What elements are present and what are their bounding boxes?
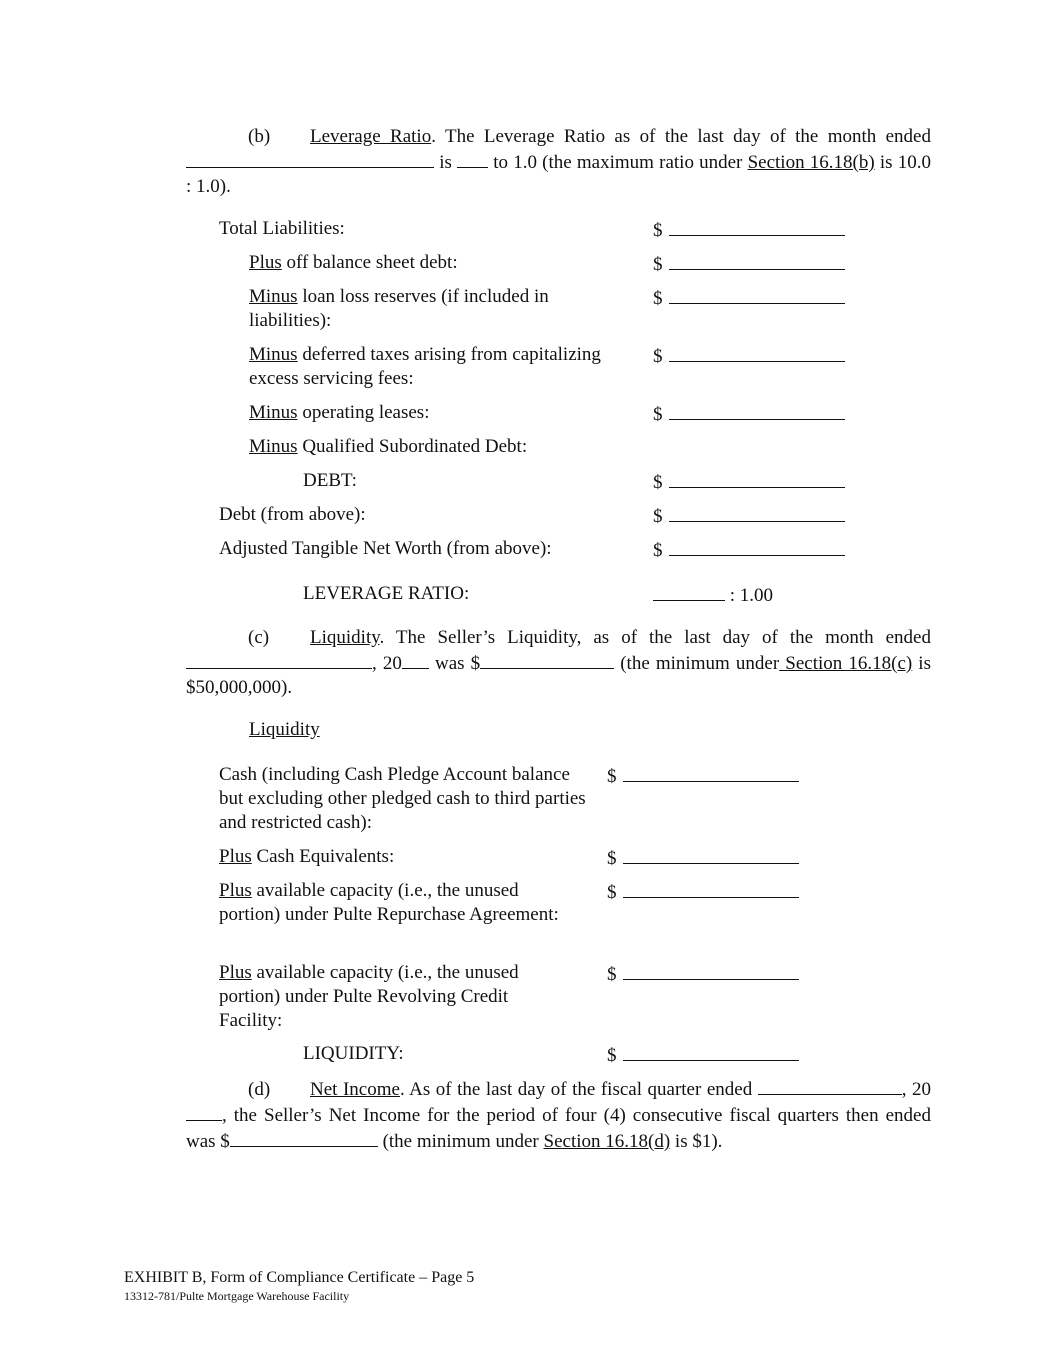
quarter-ended-blank[interactable] — [758, 1076, 902, 1095]
row-leverage-ratio: LEVERAGE RATIO: : 1.00 — [303, 583, 774, 606]
row-liquidity-total: LIQUIDITY: $ — [303, 1042, 404, 1066]
amount-blank[interactable] — [623, 845, 799, 864]
row-adjusted-tnw: Adjusted Tangible Net Worth (from above): $ — [219, 537, 552, 561]
amount-blank[interactable] — [669, 537, 845, 556]
section-reference: Section 16.18(d) — [543, 1131, 671, 1152]
liquidity-subheading: Liquidity — [249, 719, 320, 740]
row-cash: Cash (including Cash Pledge Account balance but excluding other pledged cash to third parties and restricted cash): $ — [219, 763, 591, 835]
amount-blank[interactable] — [669, 343, 845, 362]
amount-blank[interactable] — [669, 251, 845, 270]
row-minus-loan-loss: Minus loan loss reserves (if included in liabilities): $ — [249, 285, 609, 333]
section-label: (b) — [248, 126, 271, 147]
row-debt: DEBT: $ — [303, 469, 357, 493]
liquidity-paragraph: (c) Liquidity. The Seller’s Liquidity, as of the last day of the month ended , 20 was $ (the minimum under Section 16.18(c) is $50,000,000). — [186, 627, 931, 698]
row-revolving-capacity: Plus available capacity (i.e., the unused portion) under Pulte Revolving Credit Facility: $ — [219, 961, 564, 1033]
row-repurchase-capacity: Plus available capacity (i.e., the unused portion) under Pulte Repurchase Agreement: $ — [219, 879, 564, 927]
leverage-ratio-blank[interactable] — [653, 582, 725, 601]
ratio-blank[interactable] — [457, 149, 488, 168]
section-reference: Section 16.18(b) — [747, 152, 875, 173]
section-reference: Section 16.18(c) — [779, 653, 913, 674]
amount-blank[interactable] — [669, 503, 845, 522]
year-blank[interactable] — [186, 1102, 222, 1121]
month-ended-blank[interactable] — [186, 149, 434, 168]
year-blank[interactable] — [402, 650, 429, 669]
row-plus-off-balance: Plus off balance sheet debt: $ — [249, 251, 458, 275]
amount-blank[interactable] — [623, 763, 799, 782]
month-ended-blank[interactable] — [186, 650, 372, 669]
amount-blank[interactable] — [669, 285, 845, 304]
footer-reference: 13312-781/Pulte Mortgage Warehouse Facility — [124, 1289, 350, 1303]
row-minus-operating-leases: Minus operating leases: $ — [249, 401, 429, 425]
amount-blank[interactable] — [669, 401, 845, 420]
row-total-liabilities: Total Liabilities: $ — [219, 217, 345, 241]
row-minus-deferred-taxes: Minus deferred taxes arising from capitalizing excess servicing fees: $ — [249, 343, 644, 391]
net-income-paragraph: (d) Net Income. As of the last day of the fiscal quarter ended , 20, the Seller’s Net Income for the period of four (4) consecutive fiscal quarters then ended was $ (the minimum under Section 16.18(d) is $1). — [186, 1076, 931, 1154]
amount-blank[interactable] — [623, 1042, 799, 1061]
leverage-ratio-heading: Leverage Ratio — [310, 126, 432, 147]
row-cash-equivalents: Plus Cash Equivalents: $ — [219, 845, 394, 869]
net-income-heading: Net Income — [310, 1079, 400, 1100]
footer-title: EXHIBIT B, Form of Compliance Certificate – Page 5 — [124, 1269, 475, 1286]
liquidity-heading: Liquidity — [310, 627, 380, 648]
amount-blank[interactable] — [669, 217, 845, 236]
row-minus-subordinated-debt: Minus Qualified Subordinated Debt: — [249, 436, 528, 457]
amount-blank[interactable] — [623, 879, 799, 898]
amount-blank[interactable] — [623, 961, 799, 980]
liquidity-amount-blank[interactable] — [480, 650, 614, 669]
leverage-ratio-paragraph: (b) Leverage Ratio. The Leverage Ratio as of the last day of the month ended is to 1.0 (the maximum ratio under Section 16.18(b) is 10.0 : 1.0). — [186, 126, 931, 197]
amount-blank[interactable] — [669, 469, 845, 488]
net-income-amount-blank[interactable] — [230, 1128, 378, 1147]
row-debt-from-above: Debt (from above): $ — [219, 503, 366, 527]
